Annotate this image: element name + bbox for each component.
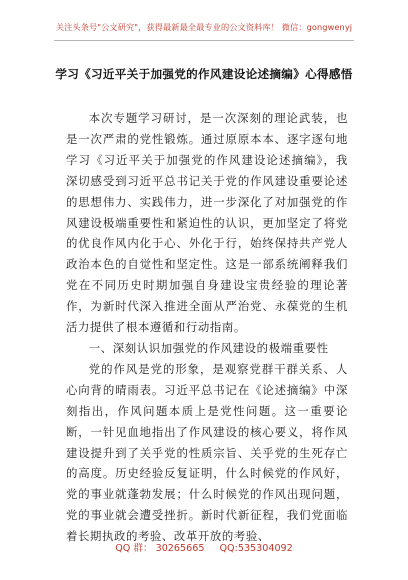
document-body bbox=[66, 108, 348, 547]
header-divider bbox=[54, 40, 354, 41]
body-paragraph: 本次专题学习研讨，是一次深刻的理论武装，也是一次严肃的党性锻炼。通过原原本本、逐字逐句地学习《习近平关于加强党的作风建设论述摘编》，我深切感受到习近平总书记关于党的作风建设重要论述的思想伟力、实践伟力，进一步深化了对加强党的作风建设极端重要性和紧迫性的认识，更加坚定了将党的优良作风内化于心、外化于行，始终保持共产党人政治本色的自觉性和坚定性。这是一部系统阐释我们党在不同历史时期加强自身建设宝贵经验的理论著作，为新时代深入推进全面从严治党、永葆党的生机活力提供了根本遵循和行动指南。 bbox=[66, 111, 348, 335]
footer-qq: QQ:535304092 bbox=[219, 543, 293, 554]
page-header: 关注头条号"公文研究"，获得最新最全最专业的公文资料库！ 微信：gongwenyj bbox=[55, 22, 353, 32]
document-title: 学习《习近平关于加强党的作风建设论述摘编》心得感悟 bbox=[55, 67, 353, 81]
body-paragraph: 党的作风是党的形象，是观察党群干群关系、人心向背的晴雨表。习近平总书记在《论述摘编》中深刻指出，作风问题本质上是党性问题。这一重要论断，一针见血地指出了作风建设的核心要义，将作风建设提升到了关乎党的性质宗旨、关乎党的生死存亡的高度。历史经验反复证明，什么时候党的作风好，党的事业就蓬勃发展；什么时候党的作风出现问题，党的事业就会遭受挫折。新时代新征程，我们党面临着长期执政的考验、改革开放的考验、 bbox=[66, 361, 348, 544]
page-footer bbox=[0, 540, 408, 554]
section-heading: 一、深刻认识加强党的作风建设的极端重要性 bbox=[88, 340, 329, 355]
footer-qq-group: QQ 群： 30265665 bbox=[115, 543, 205, 554]
